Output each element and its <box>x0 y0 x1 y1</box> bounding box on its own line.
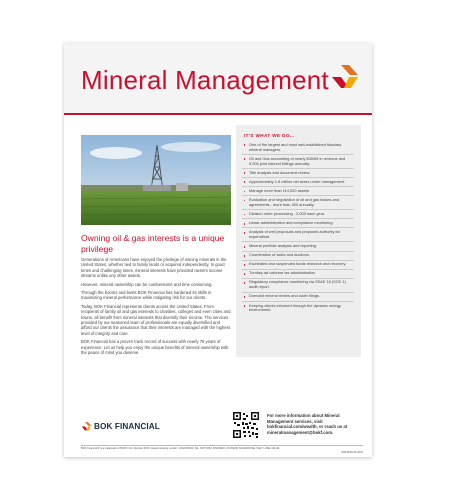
body-paragraph: Through the booms and busts BOK Financial has hardened its skills in maximizing mineral performance while mitigating risk for our clients. <box>81 290 212 301</box>
document-code: WM-0019-04-2022 <box>341 451 363 454</box>
service-item: Coordination of sales and auctions. <box>242 252 354 261</box>
service-item: Turnkey ad valorem tax administration. <box>242 270 354 279</box>
service-item: Title analysis and document review. <box>242 169 354 178</box>
sidebar-heading: IT'S WHAT WE DO... <box>244 133 295 138</box>
body-paragraph: Generations of Americans have enjoyed the privilege of owning minerals in the United States, whether tied to family lands or acquired independently. In good times and challenging times, mineral interests have provided owners income streams unlike any other assets. <box>81 257 227 279</box>
bok-chevron-logo-icon <box>332 62 358 92</box>
contact-info: For more information about Mineral Management services, visit bokfinancial.com/wealth, or reach us at mineralmanagement@bokf.com. <box>267 413 348 435</box>
subheading: Owning oil & gas interests is a unique privilege <box>81 233 225 254</box>
service-item: Analysis of well proposals and proposed authority for expenditure. <box>242 228 354 242</box>
bok-chevron-icon <box>81 421 92 432</box>
service-item: Evaluation and negotiation of oil and gas leases and agreements - more than 300 annually. <box>242 196 354 210</box>
service-item: Dormant mineral review and claim filings. <box>242 293 354 302</box>
service-item: Approximately 1.8 million net acres under management. <box>242 178 354 187</box>
service-item: One of the largest and most well-established fiduciary mineral managers. <box>242 141 354 155</box>
body-copy <box>81 257 231 359</box>
service-item: Keeping clients informed through the dynamic energy environment. <box>242 302 354 315</box>
body-paragraph: Today, BOK Financial represents clients across the United States. From recipients of family oil and gas interests to charities, colleges and even cities and towns, all benefit from mineral interests that diversify their income. The services provided by our seasoned team of professionals are equally diversified and afford our clients the assurance that their interests are managed with the highest level of integrity and care. <box>81 303 231 336</box>
services-list <box>242 141 354 315</box>
service-item: Oil and Gas accounting of nearly $400M in revenue and 5,000 joint interest billings annually. <box>242 155 354 169</box>
qr-code-icon <box>232 411 260 439</box>
bok-financial-logo <box>81 421 160 433</box>
service-item: Lease administration and compliance monitoring. <box>242 219 354 228</box>
service-item: Division order processing - 2,000 each year. <box>242 210 354 219</box>
service-item: Mineral portfolio analysis and reporting. <box>242 242 354 251</box>
brand-name: BOK FINANCIAL <box>94 422 160 431</box>
flyer-page <box>64 43 372 457</box>
oil-rig-photo <box>81 135 231 225</box>
services-sidebar <box>236 125 361 357</box>
page-title: Mineral Management <box>81 65 329 95</box>
service-item: Escheated and suspended funds research and recovery. <box>242 261 354 270</box>
legal-disclaimer: BOK Financial® is a trademark of BOKF, NA. Member FDIC. Equal Housing Lender. ©2022 BOKF, NA. NOT FDIC INSURED | NO BANK GUARANTEE | MAY LOSE VALUE <box>81 447 280 450</box>
body-paragraph: BOK Financial has a proven track record of success with nearly 75 years of experience. Let us help you enjoy the unique benefits of mineral ownership with the peace of mind you deserve. <box>81 339 229 356</box>
body-paragraph: However, mineral ownership can be cumbersome and time consuming. <box>81 281 213 287</box>
service-item: Regulatory compliance monitoring via SSAE 16 (SOC 1) audit report. <box>242 279 354 293</box>
service-item: Manage more than 114,000 assets. <box>242 187 354 196</box>
title-divider <box>64 113 372 115</box>
footer-divider <box>81 445 363 446</box>
